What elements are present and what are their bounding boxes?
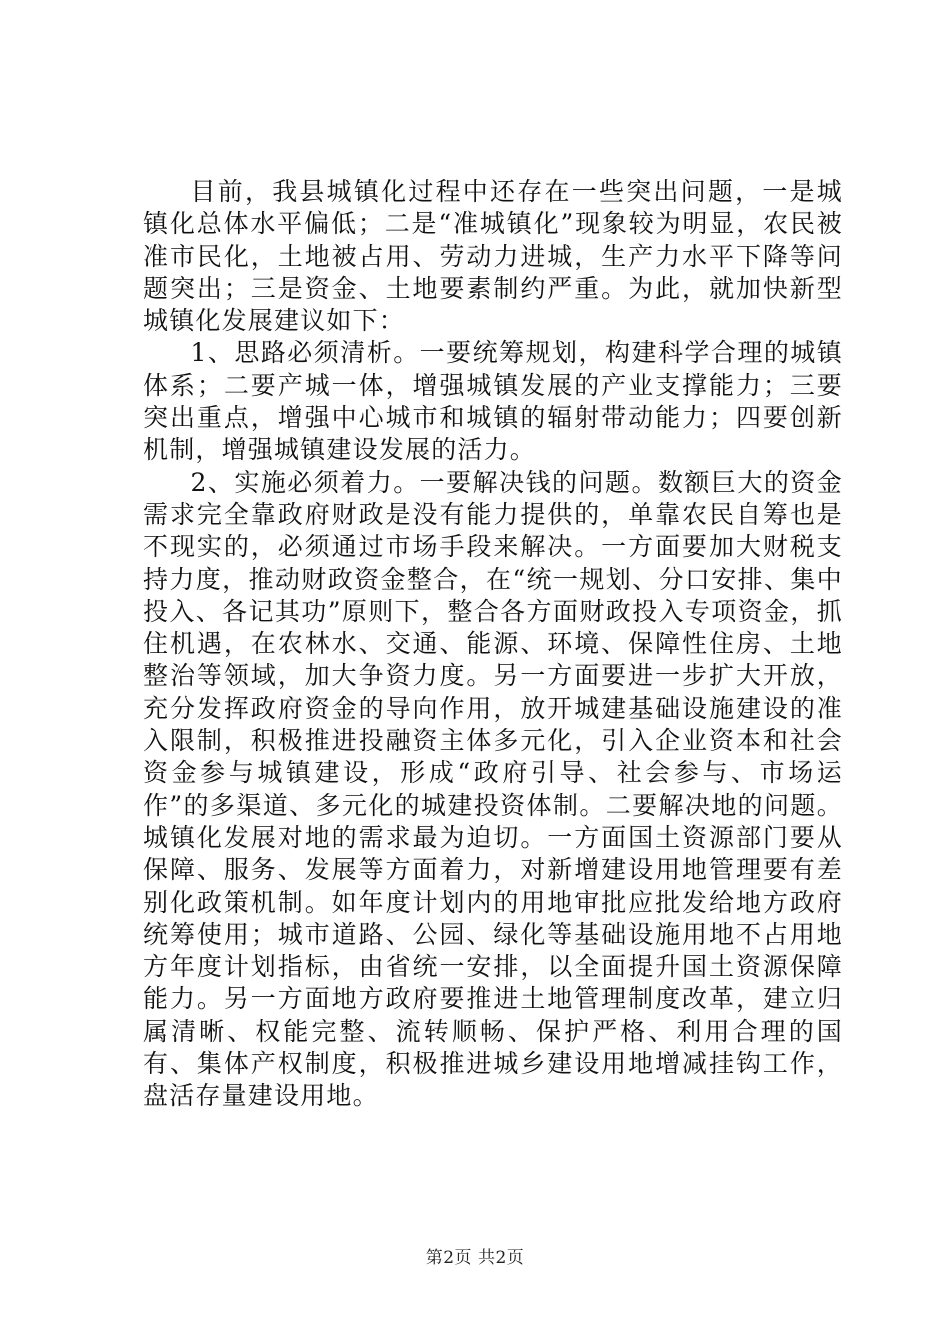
paragraph-intro: 目前，我县城镇化过程中还存在一些突出问题，一是城镇化总体水平偏低；二是“准城镇化”现象较为明显，农民被准市民化，土地被占用、劳动力进城，生产力水平下降等问题突出；三是资金、土地要素制约严重。为此，就加快新型城镇化发展建议如下： bbox=[143, 177, 843, 336]
page-number-footer: 第2页 共2页 bbox=[425, 1248, 525, 1268]
document-body bbox=[143, 176, 843, 1113]
paragraph-point-2: 2、实施必须着力。一要解决钱的问题。数额巨大的资金需求完全靠政府财政是没有能力提供的，单靠农民自筹也是不现实的，必须通过市场手段来解决。一方面要加大财税支持力度，推动财政资金整合，在“统一规划、分口安排、集中投入、各记其功”原则下，整合各方面财政投入专项资金，抓住机遇，在农林水、交通、能源、环境、保障性住房、土地整治等领域，加大争资力度。另一方面要进一步扩大开放，充分发挥政府资金的导向作用，放开城建基础设施建设的准入限制，积极推进投融资主体多元化，引入企业资本和社会资金参与城镇建设，形成“政府引导、社会参与、市场运作”的多渠道、多元化的城建投资体制。二要解决地的问题。城镇化发展对地的需求最为迫切。一方面国土资源部门要从保障、服务、发展等方面着力，对新增建设用地管理要有差别化政策机制。如年度计划内的用地审批应批发给地方政府统筹使用；城市道路、公园、绿化等基础设施用地不占用地方年度计划指标，由省统一安排，以全面提升国土资源保障能力。另一方面地方政府要推进土地管理制度改革，建立归属清晰、权能完整、流转顺畅、保护严格、利用合理的国有、集体产权制度，积极推进城乡建设用地增减挂钩工作，盘活存量建设用地。 bbox=[143, 467, 843, 1111]
paragraph-point-1: 1、思路必须清析。一要统筹规划，构建科学合理的城镇体系；二要产城一体，增强城镇发展的产业支撑能力；三要突出重点，增强中心城市和城镇的辐射带动能力；四要创新机制，增强城镇建设发展的活力。 bbox=[143, 338, 843, 465]
